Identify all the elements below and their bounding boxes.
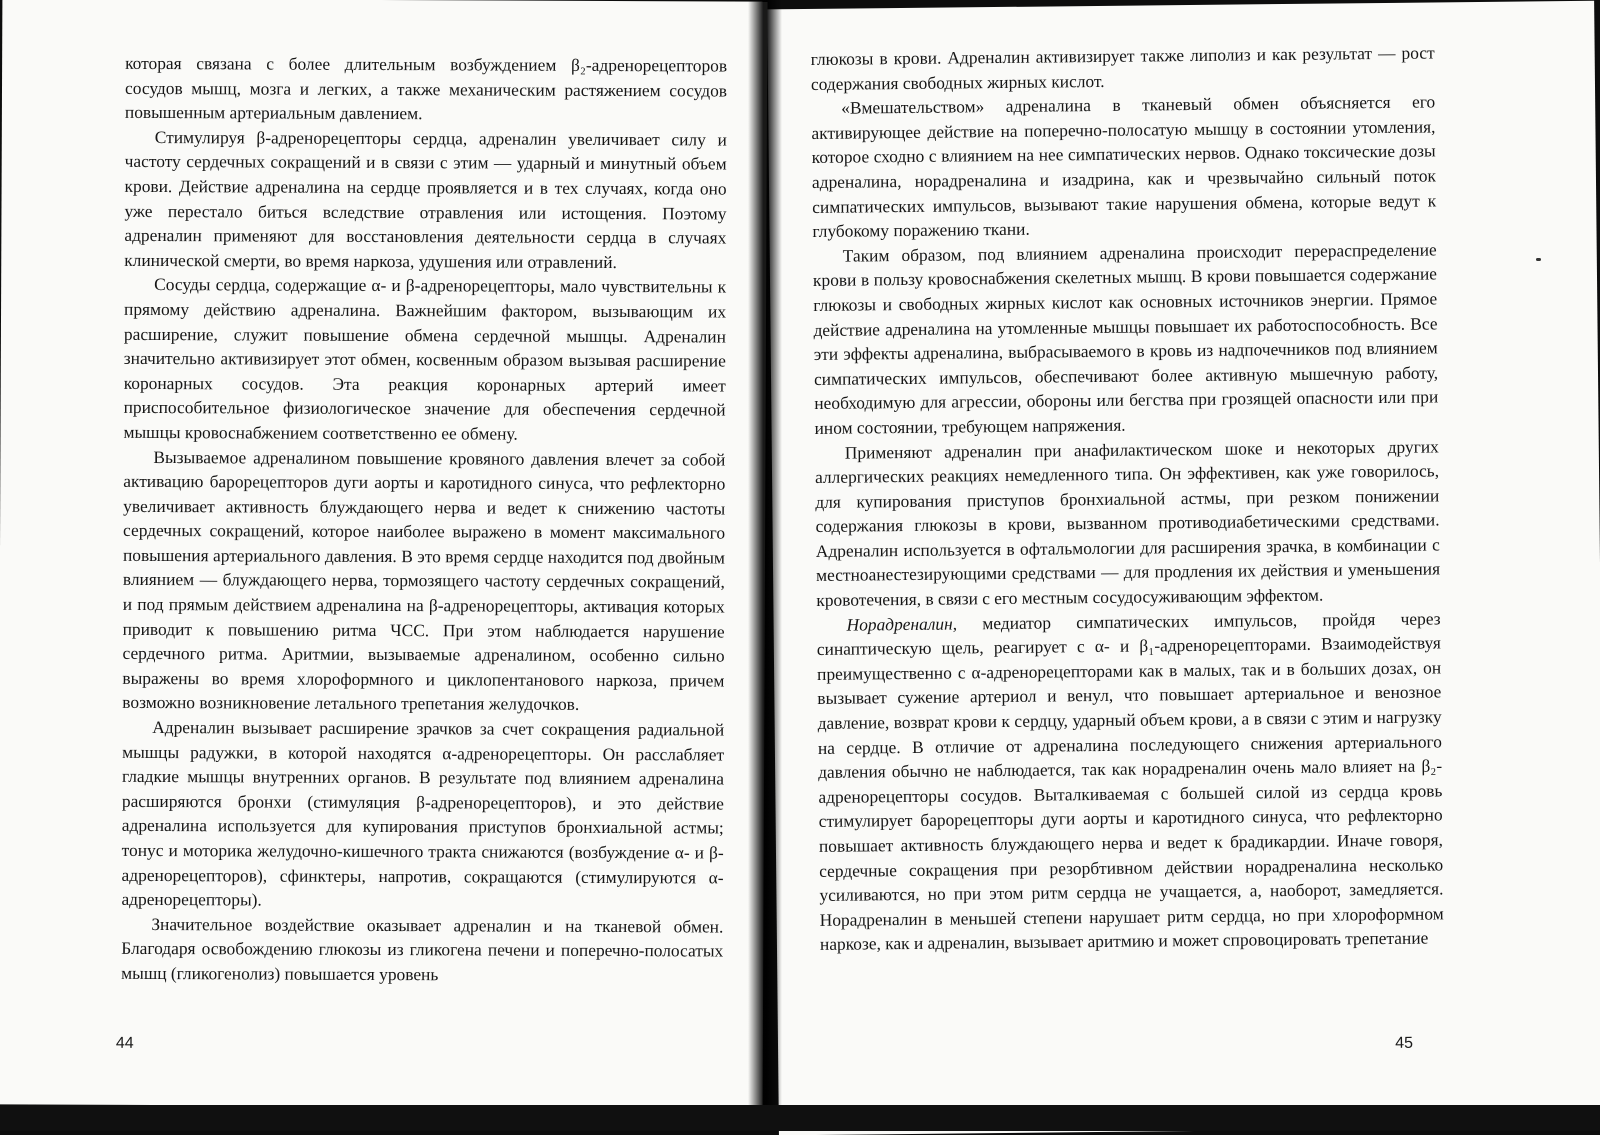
paragraph: «Вмешательством» адреналина в тканевый обмен объясняется его активирующее действие на поперечно-полосатую мышцу в состоянии утомления, которое сходно с влиянием на нее симпатических нервов. Однако токсические дозы адреналина, норадреналина и изадрина, как и чрезвычайно сильный поток симпатических импульсов, вызывают такие нарушения обмена, которые ведут к глубокому поражению ткани. — [811, 91, 1437, 242]
paragraph: Применяют адреналин при анафилактическом шоке и некоторых других аллергических реакциях немедленного типа. Он эффективен, как уже говорилось, для купирования приступов бронхиальной астмы, при резком понижении содержания глюкозы в крови, вызванном противодиабетическими средствами. Адреналин используется в офтальмологии для расширения зрачка, в комбинации с местноанестезирующими средствами — для продления их действия и уменьшения кровотечения, в связи с его местным сосудосуживающим эффектом. — [814, 435, 1441, 611]
scan-speck — [1536, 258, 1541, 261]
paragraph: Значительное воздействие оказывает адреналин и на тканевой обмен. Благодаря освобождению глюкозы из гликогена печени и поперечно-полосатых мышц (гликогенолиз) повышается уровень — [121, 913, 724, 985]
page-number: 45 — [1395, 1034, 1414, 1052]
paragraph: Сосуды сердца, содержащие α- и β-адренорецепторы, мало чувствительны к прямому действию адреналина. Важнейшим фактором, вызывающим их расширение, служит повышение обмена сердечной мышцы. Адреналин значительно активизирует этот обмен, косвенным образом вызывая расширение коронарных сосудов. Эта реакция коронарных артерий имеет приспособительное физиологическое значение для обеспечения сердечной мышцы кровоснабжением соответственно ее обмену. — [123, 274, 727, 444]
right-page — [767, 1, 1600, 1135]
left-page — [0, 0, 767, 1108]
noradrenaline-paragraph — [816, 606, 1444, 957]
paragraph: которая связана с более длительным возбуждением β₂-адренорецепторов сосудов мышц, мозга и легких, а также механическим растяжением сосудов повышенным артериальным давлением. — [124, 52, 728, 124]
page-number: 44 — [115, 1034, 134, 1052]
term-noradrenaline: Норадреналин, — [846, 613, 958, 635]
paragraph: Вызываемое адреналином повышение кровяного давления влечет за собой активацию барорецепторов дуги аорты и каротидного синуса, что рефлекторно увеличивает активность блуждающего нерва и ведет к снижению частоты сердечных сокращений, которое наиболее выражено в момент максимального повышения артериального давления. В это время сердце находится под двойным влиянием — блуждающего нерва, тормозящего частоту сердечных сокращений, и под прямым действием адреналина на β-адренорецепторы, активация которых приводит к повышению ритма ЧСС. При этом наблюдается нарушение сердечного ритма. Аритмии, вызываемые адреналином, особенно сильно выражены во время хлороформного и циклопентанового наркоза, причем возможно возникновение летального трепетания желудочков. — [122, 446, 726, 715]
paragraph: глюкозы в крови. Адреналин активизирует также липолиз и как результат — рост содержания свободных жирных кислот. — [810, 42, 1435, 94]
paragraph: Таким образом, под влиянием адреналина происходит перераспределение крови в пользу кровоснабжения скелетных мышц. В крови повышается содержание глюкозы и свободных жирных кислот как основных источников энергии. Прямое действие адреналина на утомленные мышцы повышает их работоспособность. Все эти эффекты адреналина, выбрасываемого в кровь из надпочечников под влиянием симпатических импульсов, обеспечивают более активную мышечную работу, необходимую для агрессии, обороны или бегства при грозящей опасности или при ином состоянии, требующем напряжения. — [812, 239, 1439, 438]
paragraph: Адреналин вызывает расширение зрачков за счет сокращения радиальной мышцы радужки, в которой находятся α-адренорецепторы. Он расслабляет гладкие мышцы внутренних органов. В результате под влиянием адреналина расширяются бронхи (стимуляция β-адренорецепторов), и это действие адреналина используется для купирования приступов бронхиальной астмы; тонус и моторика желудочно-кишечного тракта снижаются (возбуждение α- и β-адренорецепторов), сфинктеры, напротив, сокращаются (стимулируются α-адренорецепторы). — [121, 717, 725, 910]
paragraph: Стимулируя β-адренорецепторы сердца, адреналин увеличивает силу и частоту сердечных сокращений и в связи с этим — ударный и минутный объем крови. Действие адреналина на сердце проявляется и в тех случаях, когда оно уже перестало биться вследствие отравления или истощения. Поэтому адреналин применяют для восстановления деятельности сердца в случаях клинической смерти, во время наркоза, удушения или отравлений. — [124, 126, 727, 272]
book-gutter — [748, 0, 782, 1131]
scan-edge — [0, 1105, 1600, 1131]
paragraph-body: медиатор симпатических импульсов, пройдя через синаптическую щель, реагирует с α- и β₁-адренорецепторами. Взаимодействуя преимущественно с α-адренорецепторами как в малых, так и в больших дозах, он вызывает сужение артериол и венул, что повышает артериальное и венозное давление, возврат крови к сердцу, ударный объем крови, а в связи с этим и нагрузку на сердце. В отличие от адреналина последующего снижения артериального давления обычно не наблюдается, так как норадреналин очень мало влияет на β₂-адренорецепторы сосудов. Выталкиваемая с большей силой из сердца кровь стимулирует барорецепторы дуги аорты и каротидного синуса, что рефлекторно повышает активность блуждающего нерва и ведет к брадикардии. Иначе говоря, сердечные сокращения при резорбтивном действии норадреналина несколько усиливаются, но при этом ритм сердца не учащается, а, наоборот, замедляется. Норадреналин в меньшей степени нарушает ритм сердца, но при хлороформном наркозе, как и адреналин, вызывает аритмию и может спровоцировать трепетание — [816, 608, 1444, 955]
